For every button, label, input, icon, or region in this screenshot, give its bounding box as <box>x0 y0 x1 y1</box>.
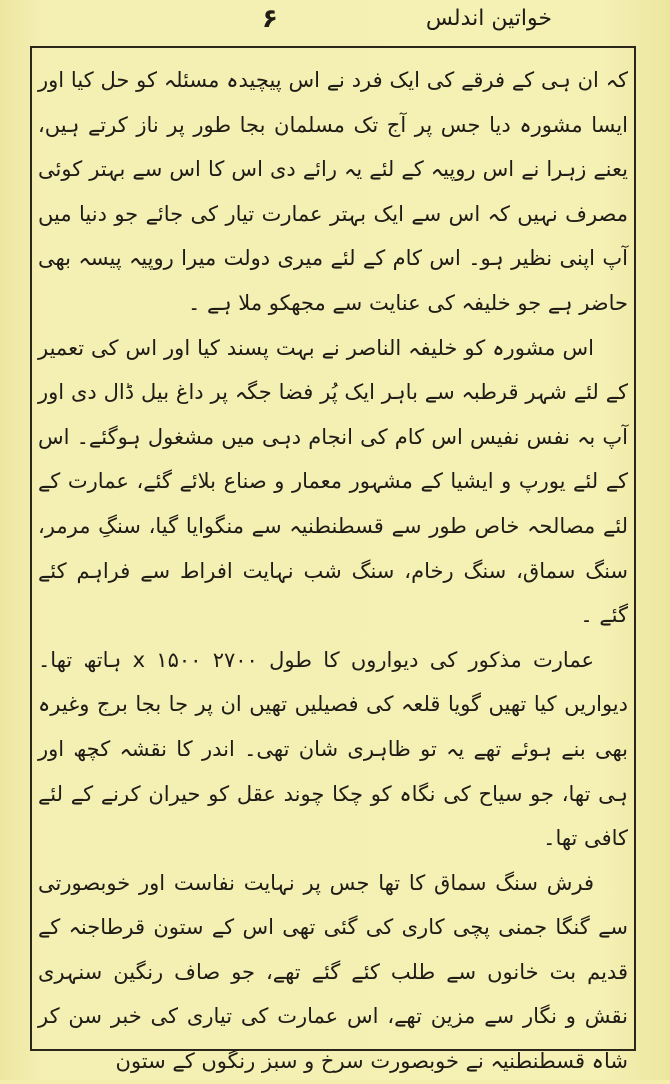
paragraph-4: فرش سنگ سماق کا تھا جس پر نہایت نفاست اور خوبصورتی سے گنگا جمنی پچی کاری کی گئی تھی اس کے ستون قرطاجنہ کے قدیم بت خانوں سے طلب کئے گئے تھے، جو صاف رنگین سنہری نقش و نگار سے مزین تھے، اس عمارت کی تیاری کی خبر سن کر شاہ قسطنطنیہ نے خوبصورت سرخ و سبز رنگوں کے ستون <box>38 870 628 1074</box>
running-title: خواتین اندلس <box>425 6 552 31</box>
page-number: ۶ <box>262 4 278 34</box>
paragraph-2: اس مشورہ کو خلیفہ الناصر نے بہت پسند کیا اور اس کی تعمیر کے لئے شہر قرطبہ سے باہر ایک پُر فضا جگہ پر داغ بیل ڈال دی اور آپ بہ نفس نفیس اس کام کی انجام دہی میں مشغول ہوگئے۔ اس کے لئے یورپ و ایشیا کے مشہور معمار و صناع بلائے گئے، عمارت کے لئے مصالحہ خاص طور سے قسطنطنیہ سے منگوایا گیا، سنگِ مرمر، سنگ سماق، سنگ رخام، سنگ شب نہایت افراط سے فراہم کئے گئے ۔ <box>38 335 628 628</box>
paragraph-3: عمارت مذکور کی دیواروں کا طول ۲۷۰۰ x ۱۵۰۰ ہاتھ تھا۔ دیواریں کیا تھیں گویا قلعہ کی فصیلیں تھیں ان پر جا بجا برج وغیرہ بھی بنے ہوئے تھے یہ تو ظاہری شان تھی۔ اندر کا نقشہ کچھ اور ہی تھا، جو سیاح کی نگاہ کو چکا چوند عقل کو حیران کرنے کے لئے کافی تھا۔ <box>38 647 628 851</box>
paragraph-1: کہ ان ہی کے فرقے کی ایک فرد نے اس پیچیدہ مسئلہ کو حل کیا اور ایسا مشورہ دیا جس پر آج تک مسلمان بجا طور پر ناز کرتے ہیں، یعنے زہرا نے اس روپیہ کے لئے یہ رائے دی اس کا اس سے بہتر کوئی مصرف نہیں کہ اس سے ایک بہتر عمارت تیار کی جائے جو دنیا میں آپ اپنی نظیر ہو۔ اس کام کے لئے میری دولت میرا روپیہ پیسہ بھی حاضر ہے جو خلیفہ کی عنایت سے مجھکو ملا ہے ۔ <box>38 68 628 315</box>
body-text <box>38 58 628 1084</box>
